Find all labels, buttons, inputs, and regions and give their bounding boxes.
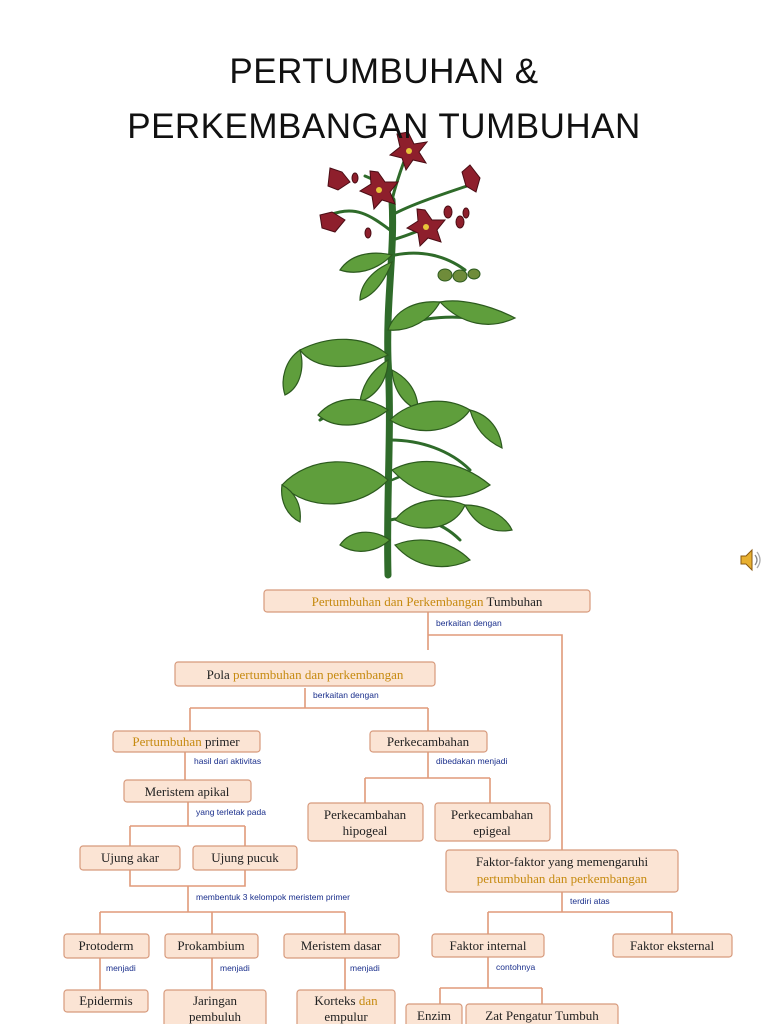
node-protoderm [64, 934, 149, 958]
slide-title-line2: PERKEMBANGAN TUMBUHAN [127, 107, 641, 146]
label-menjadi-3: menjadi [350, 963, 380, 973]
svg-text:Jaringan: Jaringan [192, 993, 238, 1008]
svg-text:Ujung akar: Ujung akar [100, 850, 160, 865]
svg-text:Epidermis: Epidermis [79, 993, 133, 1008]
svg-text:Enzim: Enzim [417, 1008, 451, 1023]
svg-text:Perkecambahan: Perkecambahan [386, 734, 470, 749]
svg-text:Korteks dan: Korteks dan [314, 993, 378, 1008]
node-faktor-eksternal [613, 934, 732, 957]
svg-text:Perkecambahan: Perkecambahan [323, 807, 407, 822]
label-menjadi-2: menjadi [220, 963, 250, 973]
svg-text:Perkecambahan: Perkecambahan [450, 807, 534, 822]
label-pola: berkaitan dengan [313, 690, 379, 700]
svg-text:Ujung pucuk: Ujung pucuk [211, 850, 279, 865]
svg-text:Faktor internal: Faktor internal [449, 938, 527, 953]
node-enzim [406, 1004, 462, 1024]
label-menjadi-1: menjadi [106, 963, 136, 973]
label-perkecambahan: dibedakan menjadi [436, 756, 508, 766]
node-ujung-pucuk [193, 846, 297, 870]
flower-buds [438, 269, 480, 282]
label-apikal: yang terletak pada [196, 807, 266, 817]
svg-text:Pertumbuhan primer: Pertumbuhan primer [132, 734, 240, 749]
svg-text:Zat Pengatur Tumbuh: Zat Pengatur Tumbuh [485, 1008, 599, 1023]
node-jaringan-pembuluh [164, 990, 266, 1024]
svg-text:epigeal: epigeal [473, 823, 511, 838]
svg-text:pertumbuhan dan perkembangan: pertumbuhan dan perkembangan [476, 871, 648, 886]
node-hipogeal [308, 803, 423, 841]
label-primer: hasil dari aktivitas [194, 756, 262, 766]
node-faktor-faktor [446, 850, 678, 892]
node-prokambium [165, 934, 258, 958]
svg-text:Pertumbuhan dan Perkembangan T: Pertumbuhan dan Perkembangan Tumbuhan [311, 594, 543, 609]
svg-text:empulur: empulur [324, 1009, 368, 1024]
slide-title-line1: PERTUMBUHAN & [229, 52, 539, 91]
label-root: berkaitan dengan [436, 618, 502, 628]
node-korteks-empulur [297, 990, 395, 1024]
node-perkecambahan [370, 731, 487, 752]
node-epidermis [64, 990, 148, 1012]
label-tiga-kelompok: membentuk 3 kelompok meristem primer [196, 892, 350, 902]
svg-text:pembuluh: pembuluh [189, 1009, 241, 1024]
node-pola [175, 662, 435, 686]
svg-text:Pola pertumbuhan dan perkemban: Pola pertumbuhan dan perkembangan [206, 667, 404, 682]
svg-text:Meristem apikal: Meristem apikal [144, 784, 230, 799]
svg-text:Faktor eksternal: Faktor eksternal [629, 938, 715, 953]
node-meristem-dasar [284, 934, 399, 958]
svg-text:hipogeal: hipogeal [342, 823, 388, 838]
concept-map [0, 575, 768, 1024]
node-epigeal [435, 803, 550, 841]
node-ujung-akar [80, 846, 180, 870]
svg-text:Meristem dasar: Meristem dasar [300, 938, 382, 953]
plant-leaves [282, 253, 515, 566]
node-faktor-internal [432, 934, 544, 957]
node-zat-pengatur-tumbuh [466, 1004, 618, 1024]
svg-text:Protoderm: Protoderm [78, 938, 134, 953]
node-root [264, 590, 590, 612]
svg-text:Faktor-faktor yang memengaruhi: Faktor-faktor yang memengaruhi [475, 854, 649, 869]
svg-text:Prokambium: Prokambium [177, 938, 245, 953]
label-contohnya: contohnya [496, 962, 536, 972]
node-pertumbuhan-primer [113, 731, 260, 752]
label-faktor: terdiri atas [570, 896, 610, 906]
node-meristem-apikal [124, 780, 251, 802]
speaker-icon[interactable] [738, 545, 764, 575]
